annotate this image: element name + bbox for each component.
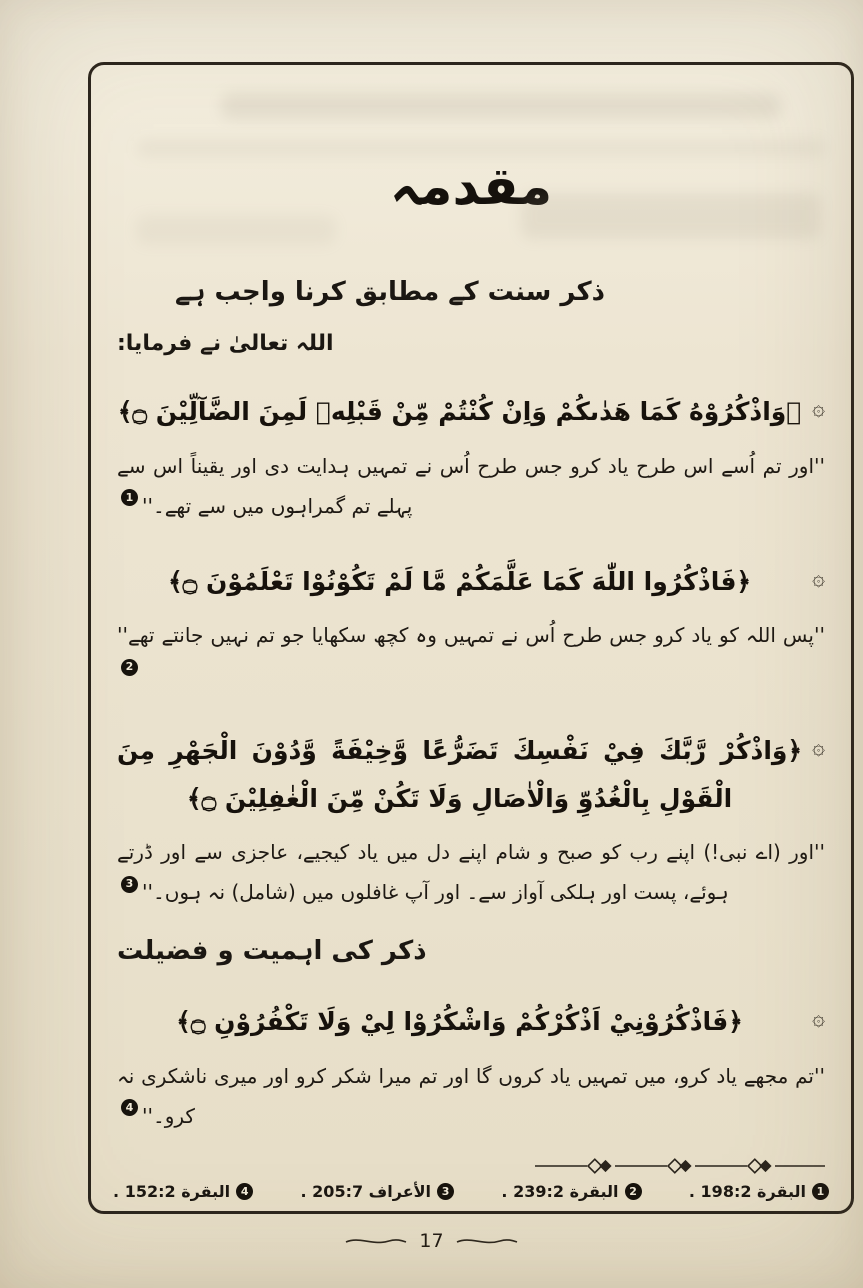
footnote-reference: البقرة 239:2 .	[501, 1182, 619, 1201]
page-number: 17	[419, 1230, 444, 1252]
section-heading-dhikr-sunnah: ذکر سنت کے مطابق کرنا واجب ہے	[175, 277, 606, 307]
quran-verse-arabic: ﴿وَاذْكُرُوْهُ كَمَا هَدٰىكُمْ وَاِنْ كُنْتُمْ مِّنْ قَبْلِهٖ لَمِنَ الضَّآلِّيْنَ ۝﴾	[117, 397, 802, 426]
footnote-item	[113, 1182, 253, 1201]
footnote-marker: 1	[121, 489, 138, 506]
footnote-reference: الأعراف 205:7 .	[300, 1182, 432, 1201]
page-border-frame	[88, 62, 854, 1214]
footnote-item	[689, 1182, 829, 1201]
bleed-through-ghost	[221, 93, 781, 119]
footnote-number-badge: 3	[437, 1183, 454, 1200]
verse-row	[117, 998, 825, 1046]
quran-verse-arabic: ﴿فَاذْكُرُوا اللّٰهَ كَمَا عَلَّمَكُمْ مَّا لَمْ تَكُوْنُوْا تَعْلَمُوْنَ ۝﴾	[167, 566, 752, 596]
footnotes-divider	[113, 1158, 829, 1174]
translation-text: ''اور تم اُسے اس طرح یاد کرو جس طرح اُس نے تمہیں ہدایت دی اور یقیناً اس سے پہلے تم گمراہوں میں سے تھے۔''	[117, 453, 825, 518]
translation-text: ''اور (اے نبی!) اپنے رب کو صبح و شام اپنے دل میں یاد کیجیے، عاجزی سے اور ڈرتے ہوئے، پست اور ہلکی آواز سے۔ اور آپ غافلوں میں (شامل) نہ ہوں۔''	[117, 840, 825, 904]
diamond-divider-ornament	[535, 1158, 825, 1174]
footnotes-row	[113, 1182, 829, 1201]
section-heading-dhikr-virtue: ذکر کی اہمیت و فضیلت	[117, 936, 427, 966]
verse-block	[117, 558, 825, 696]
verse-ornament-icon: ۞	[812, 565, 825, 591]
verse-row	[117, 388, 825, 436]
page-title-calligraphy: مقدمہ	[389, 157, 553, 217]
footnote-marker: 4	[121, 1099, 138, 1116]
footnote-marker: 2	[121, 659, 138, 676]
footnote-item	[501, 1182, 641, 1201]
footnote-number-badge: 1	[812, 1183, 829, 1200]
verse-translation-urdu	[117, 446, 825, 526]
page-number-flourish-right	[456, 1235, 518, 1247]
verse-ornament-icon: ۞	[812, 735, 825, 760]
footnote-reference: البقرة 152:2 .	[113, 1182, 231, 1201]
bleed-through-ghost	[136, 215, 336, 245]
verse-row	[117, 558, 825, 606]
page-number-row	[0, 1230, 863, 1252]
footnote-marker: 3	[121, 876, 138, 893]
translation-text: ''تم مجھے یاد کرو، میں تمہیں یاد کروں گا اور تم میرا شکر کرو اور میری ناشکری نہ کرو۔''	[117, 1063, 825, 1128]
verse-ornament-icon: ۞	[812, 1006, 825, 1031]
verse-ornament-icon: ۞	[812, 396, 825, 421]
footnote-number-badge: 2	[625, 1183, 642, 1200]
quran-verse-arabic: ﴿فَاذْكُرُوْنِيْ اَذْكُرْكُمْ وَاشْكُرُوْا لِيْ وَلَا تَكْفُرُوْنِ ۝﴾	[176, 1007, 743, 1036]
intro-line: اللہ تعالیٰ نے فرمایا:	[117, 331, 334, 356]
verse-translation-urdu	[117, 832, 825, 912]
bleed-through-ghost	[136, 139, 826, 157]
verses-group-1	[117, 388, 825, 912]
translation-text: ''پس اللہ کو یاد کرو جس طرح اُس نے تمہیں وہ کچھ سکھایا جو تم نہیں جانتے تھے''	[117, 623, 825, 647]
verse-translation-urdu	[117, 1056, 825, 1136]
footnote-item	[301, 1182, 455, 1201]
verse-block	[117, 727, 825, 912]
page-number-flourish-left	[345, 1235, 407, 1247]
verses-group-2	[117, 998, 825, 1136]
verse-block	[117, 388, 825, 526]
footnote-reference: البقرة 198:2 .	[688, 1182, 806, 1201]
footnotes-area	[113, 1158, 829, 1201]
verse-translation-urdu	[117, 615, 825, 695]
quran-verse-arabic: ﴿وَاذْكُرْ رَّبَّكَ فِيْ نَفْسِكَ تَضَرُّعًا وَّخِيْفَةً وَّدُوْنَ الْجَهْرِ مِنَ الْقَوْلِ بِالْغُدُوِّ وَالْاٰصَالِ وَلَا تَكُنْ مِّنَ الْغٰفِلِيْنَ ۝﴾	[117, 736, 803, 813]
verse-block	[117, 998, 825, 1136]
verse-row	[117, 727, 825, 822]
footnote-number-badge: 4	[236, 1183, 253, 1200]
